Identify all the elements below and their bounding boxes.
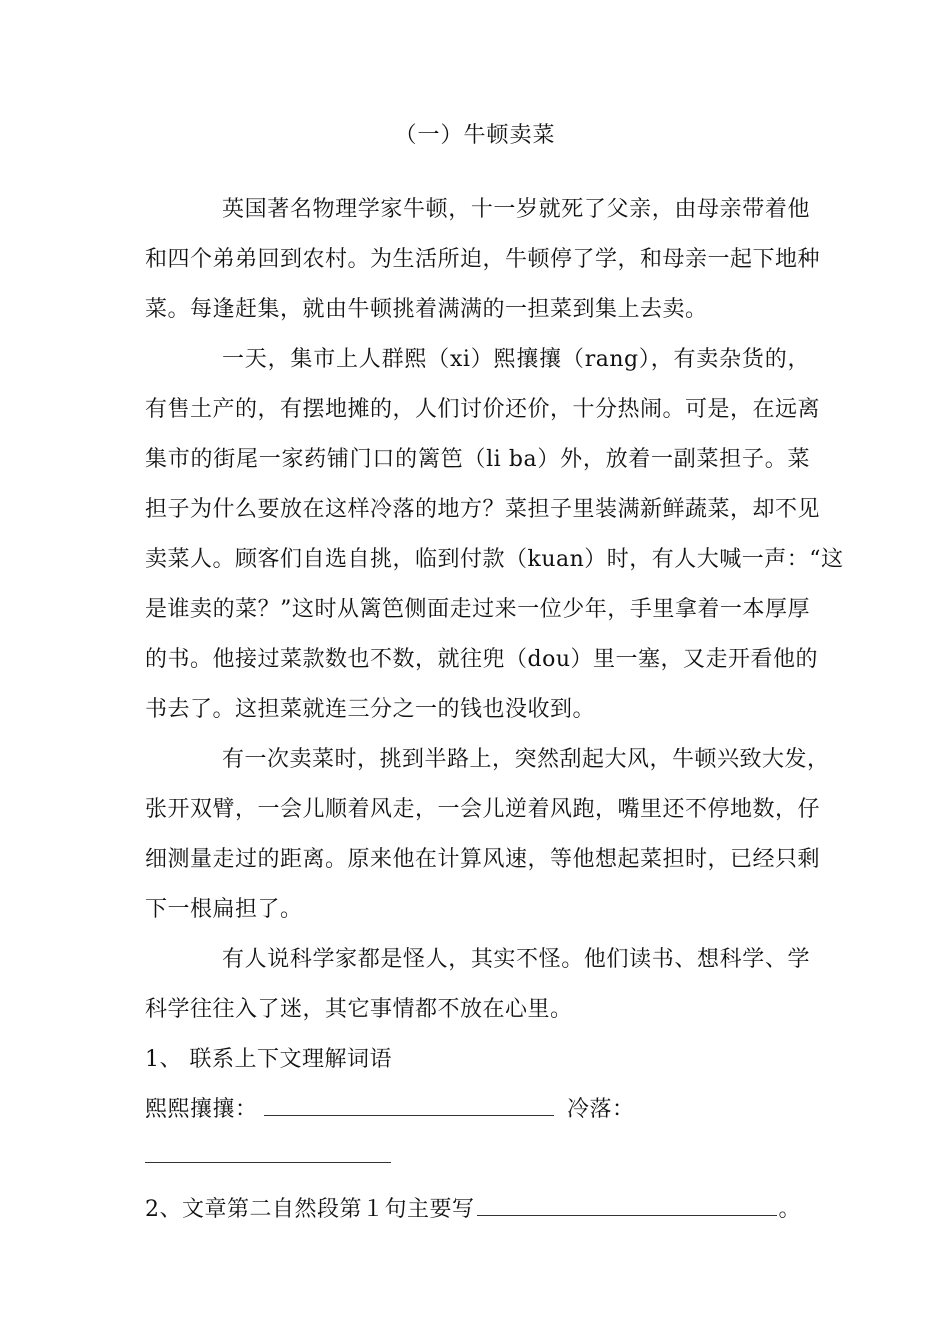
- paragraph-3-line-4: 下一根扁担了。: [145, 897, 303, 922]
- paragraph-3-line-1: 有一次卖菜时，挑到半路上，突然刮起大风，牛顿兴致大发，: [222, 747, 830, 772]
- paragraph-4-line-2: 科学往往入了迷，其它事情都不放在心里。: [145, 997, 573, 1022]
- paragraph-1-line-3: 菜。每逢赶集，就由牛顿挑着满满的一担菜到集上去卖。: [145, 297, 708, 322]
- paragraph-3-line-2: 张开双臂，一会儿顺着风走，一会儿逆着风跑，嘴里还不停地数，仔: [145, 797, 821, 822]
- paragraph-1-line-1: 英国著名物理学家牛顿，十一岁就死了父亲，由母亲带着他: [222, 197, 810, 222]
- paragraph-3-line-3: 细测量走过的距离。原来他在计算风速，等他想起菜担时，已经只剩: [145, 847, 821, 872]
- question-2-prefix: 2、文章第二自然段第１句主要写: [145, 1197, 475, 1222]
- paragraph-2-line-7: 的书。他接过菜款数也不数，就往兜（dou）里一塞，又走开看他的: [145, 647, 818, 672]
- question-1-word-2: 冷落：: [567, 1097, 635, 1122]
- question-1-row: [145, 1092, 635, 1128]
- paragraph-2-line-1: 一天，集市上人群熙（xi）熙攘攘（rang），有卖杂货的，: [222, 347, 810, 372]
- paragraph-2-line-6: 是谁卖的菜？”这时从篱笆侧面走过来一位少年，手里拿着一本厚厚: [145, 597, 810, 622]
- paragraph-2-line-4: 担子为什么要放在这样冷落的地方？菜担子里装满新鲜蔬菜，却不见: [145, 497, 821, 522]
- page-title: （一）牛顿卖菜: [394, 123, 556, 148]
- question-2-suffix: 。: [778, 1197, 802, 1222]
- paragraph-2-line-3: 集市的街尾一家药铺门口的篱笆（li ba）外，放着一副菜担子。菜: [145, 447, 810, 472]
- answer-blank-3[interactable]: [477, 1193, 777, 1216]
- paragraph-2-line-2: 有售土产的，有摆地摊的，人们讨价还价，十分热闹。可是，在远离: [145, 397, 821, 422]
- paragraph-1-line-2: 和四个弟弟回到农村。为生活所迫，牛顿停了学，和母亲一起下地种: [145, 247, 821, 272]
- question-1-label: 1、 联系上下文理解词语: [145, 1047, 392, 1072]
- paragraph-4-line-1: 有人说科学家都是怪人，其实不怪。他们读书、想科学、学: [222, 947, 810, 972]
- paragraph-2-line-5: 卖菜人。顾客们自选自挑，临到付款（kuan）时，有人大喊一声：“这: [145, 547, 844, 572]
- paragraph-2-line-8: 书去了。这担菜就连三分之一的钱也没收到。: [145, 697, 596, 722]
- question-2-row: [145, 1192, 801, 1228]
- answer-blank-1[interactable]: [264, 1093, 554, 1116]
- question-1-word-1: 熙熙攘攘：: [145, 1097, 258, 1122]
- answer-blank-2[interactable]: [145, 1162, 391, 1163]
